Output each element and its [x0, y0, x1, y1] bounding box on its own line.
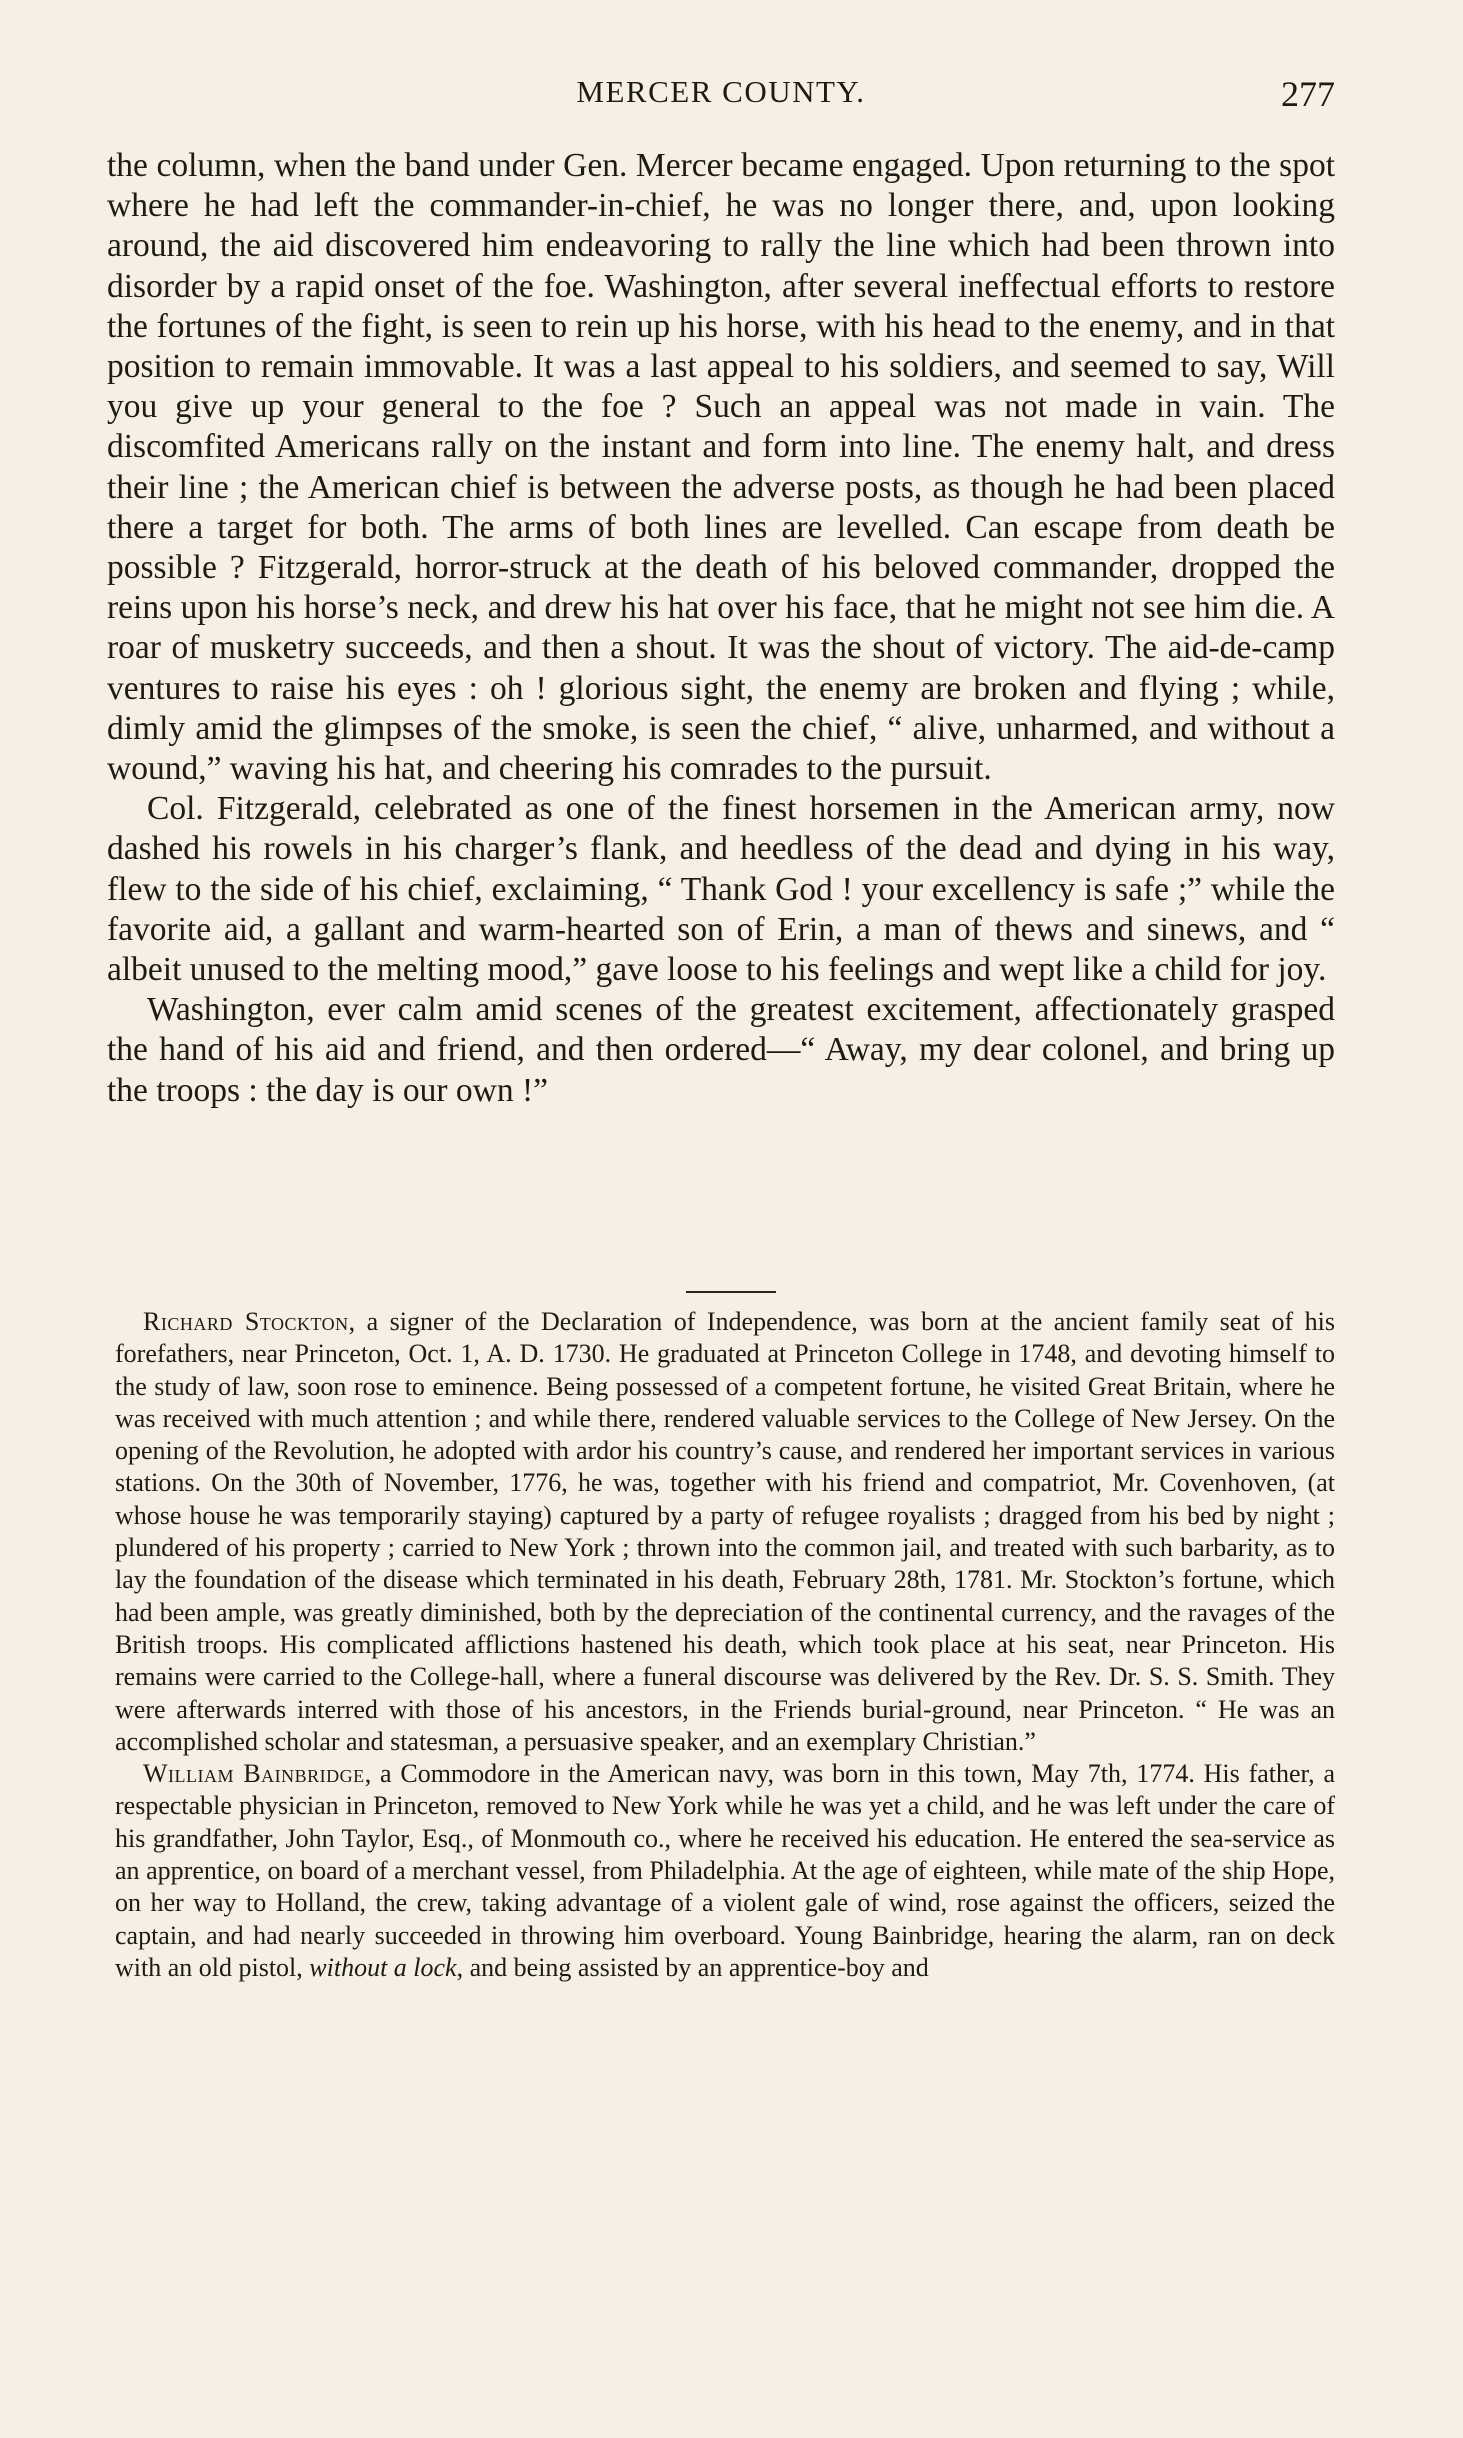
- biographical-notes: [115, 1306, 1335, 1984]
- running-title: MERCER COUNTY.: [576, 74, 866, 109]
- name-william-bainbridge: William Bainbridge: [143, 1759, 365, 1789]
- paragraph-fitzgerald: Col. Fitzgerald, celebrated as one of the finest horsemen in the American army, now dashed his rowels in his charger’s flank, and heedless of the dead and dying in his way, flew to the side of his chief, exclaiming, “ Thank God ! your excellency is safe ;” while the favorite aid, a gallant and warm-hearted son of Erin, a man of thews and sinews, and “ albeit unused to the melting mood,” gave loose to his feelings and wept like a child for joy.: [107, 790, 1335, 989]
- note-william-bainbridge: [115, 1758, 1335, 1984]
- italic-without-a-lock: without a lock: [309, 1952, 457, 1982]
- page-header: [107, 62, 1335, 122]
- paragraph-washington-order: Washington, ever calm amid scenes of the greatest excitement, affectionately grasped the hand of his aid and friend, and then ordered—“ Away, my dear colonel, and bring up the troops : the day is our own !”: [107, 991, 1335, 1109]
- text-richard-stockton: , a signer of the Declaration of Independence, was born at the ancient family seat of his forefathers, near Princeton, Oct. 1, A. D. 1730. He graduated at Princeton College in 1748, and devoting himself to the study of law, soon rose to eminence. Being possessed of a competent fortune, he visited Great Britain, where he was received with much attention ; and while there, rendered valuable services to the College of New Jersey. On the opening of the Revolution, he adopted with ardor his country’s cause, and rendered her important services in various stations. On the 30th of November, 1776, he was, together with his friend and compatriot, Mr. Covenhoven, (at whose house he was temporarily staying) captured by a party of refugee royalists ; dragged from his bed by night ; plundered of his property ; carried to New York ; thrown into the common jail, and treated with such barbarity, as to lay the foundation of the disease which terminated in his death, February 28th, 1781. Mr. Stockton’s fortune, which had been ample, was greatly diminished, both by the depreciation of the continental currency, and the ravages of the British troops. His complicated afflictions hastened his death, which took place at his seat, near Princeton. His remains were carried to the College-hall, where a funeral discourse was delivered by the Rev. Dr. S. S. Smith. They were afterwards interred with those of his ancestors, in the Friends burial-ground, near Princeton. “ He was an accomplished scholar and statesman, a persuasive speaker, and an exemplary Christian.”: [115, 1307, 1335, 1756]
- text-william-bainbridge-part-2: , and being assisted by an apprentice-boy and: [456, 1952, 929, 1982]
- main-text: [107, 146, 1335, 1111]
- note-richard-stockton: [115, 1306, 1335, 1758]
- text-william-bainbridge-part-1: , a Commodore in the American navy, was born in this town, May 7th, 1774. His father, a respectable physician in Princeton, removed to New York while he was yet a child, and he was left under the care of his grandfather, John Taylor, Esq., of Monmouth co., where he received his education. He entered the sea-service as an apprentice, on board of a merchant vessel, from Philadelphia. At the age of eighteen, while mate of the ship Hope, on her way to Holland, the crew, taking advantage of a violent gale of wind, rose against the officers, seized the captain, and had nearly succeeded in throwing him overboard. Young Bainbridge, hearing the alarm, ran on deck with an old pistol,: [115, 1759, 1336, 1982]
- page-number: 277: [1281, 74, 1335, 114]
- paragraph-battle-narrative: the column, when the band under Gen. Mercer became engaged. Upon returning to the spot where he had left the commander-in-chief, he was no longer there, and, upon looking around, the aid discovered him endeavoring to rally the line which had been thrown into disorder by a rapid onset of the foe. Washington, after several ineffectual efforts to restore the fortunes of the fight, is seen to rein up his horse, with his head to the enemy, and in that position to remain immovable. It was a last appeal to his soldiers, and seemed to say, Will you give up your general to the foe ? Such an appeal was not made in vain. The discomfited Americans rally on the instant and form into line. The enemy halt, and dress their line ; the American chief is between the adverse posts, as though he had been placed there a target for both. The arms of both lines are levelled. Can escape from death be possible ? Fitzgerald, horror-struck at the death of his beloved commander, dropped the reins upon his horse’s neck, and drew his hat over his face, that he might not see him die. A roar of musketry succeeds, and then a shout. It was the shout of victory. The aid-de-camp ventures to raise his eyes : oh ! glorious sight, the enemy are broken and flying ; while, dimly amid the glimpses of the smoke, is seen the chief, “ alive, unharmed, and without a wound,” waving his hat, and cheering his comrades to the pursuit.: [107, 147, 1335, 788]
- section-divider-rule: [686, 1291, 776, 1293]
- name-richard-stockton: Richard Stockton: [143, 1307, 349, 1336]
